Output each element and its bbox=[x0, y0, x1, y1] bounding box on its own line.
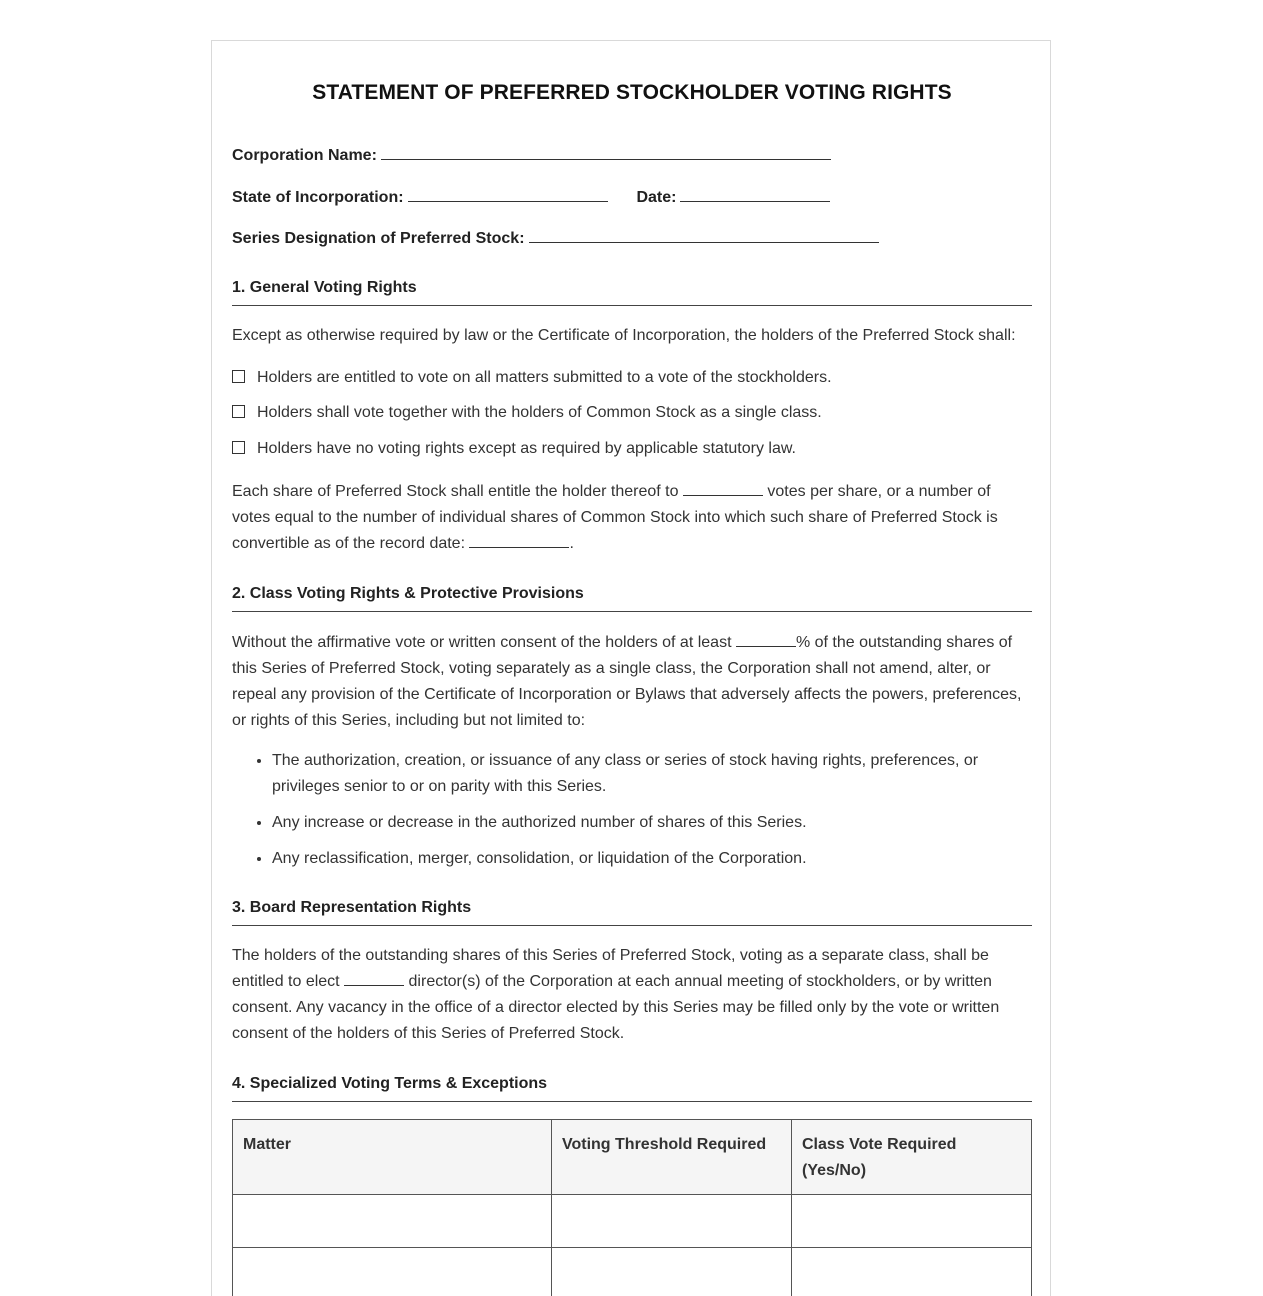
checkbox-icon[interactable] bbox=[232, 370, 245, 383]
table-cell[interactable] bbox=[792, 1248, 1032, 1296]
table-cell[interactable] bbox=[792, 1195, 1032, 1248]
table-row bbox=[233, 1195, 1032, 1248]
state-of-incorporation-label: State of Incorporation: bbox=[232, 189, 404, 206]
state-of-incorporation-field[interactable] bbox=[408, 187, 608, 202]
list-item: • Any reclassification, merger, consolidation, or liquidation of the Corporation. bbox=[272, 846, 1032, 872]
corporation-name-field[interactable] bbox=[381, 145, 831, 160]
date-label: Date: bbox=[636, 189, 677, 206]
list-item: • Any increase or decrease in the authorized number of shares of this Series. bbox=[272, 810, 1032, 836]
votes-text-a: Each share of Preferred Stock shall entitle the holder thereof to bbox=[232, 483, 679, 500]
table-cell[interactable] bbox=[552, 1248, 792, 1296]
table-cell[interactable] bbox=[233, 1248, 552, 1296]
section-2-heading: 2. Class Voting Rights & Protective Provisions bbox=[232, 585, 1032, 612]
table-cell[interactable] bbox=[233, 1195, 552, 1248]
series-designation-label: Series Designation of Preferred Stock: bbox=[232, 230, 525, 247]
list-item: • The authorization, creation, or issuance of any class or series of stock having rights, preferences, or privileges senior to or on parity with this Series. bbox=[272, 748, 1032, 800]
voting-option-label: Holders are entitled to vote on all matters submitted to a vote of the stockholders. bbox=[257, 369, 832, 386]
votes-per-share-paragraph bbox=[232, 479, 1012, 557]
votes-text-end: . bbox=[569, 535, 574, 552]
checkbox-icon[interactable] bbox=[232, 441, 245, 454]
votes-text-b: votes per share, or a number of votes equal to the number of individual shares of Common Stock into which such share of Preferred Stock is convertible as of the record date: bbox=[232, 483, 998, 552]
series-designation-field[interactable] bbox=[529, 228, 879, 243]
voting-option-3[interactable] bbox=[232, 440, 796, 458]
section-4-heading: 4. Specialized Voting Terms & Exceptions bbox=[232, 1075, 1032, 1102]
class-voting-text-b: % of the outstanding shares of this Series of Preferred Stock, voting separately as a single class, the Corporation shall not amend, alter, or repeal any provision of the Certificate of Incorporation or Bylaws that adversely affects the powers, preferences, or rights of this Series, including but not limited to: bbox=[232, 634, 1022, 729]
column-header-class-vote: Class Vote Required (Yes/No) bbox=[792, 1120, 1032, 1195]
board-text-b: director(s) of the Corporation at each annual meeting of stockholders, or by written consent. Any vacancy in the office of a director elected by this Series may be filled only by the vote or written consent of the holders of this Series of Preferred Stock. bbox=[232, 973, 1000, 1042]
state-date-row bbox=[232, 187, 830, 207]
voting-option-label: Holders have no voting rights except as required by applicable statutory law. bbox=[257, 440, 796, 457]
checkbox-icon[interactable] bbox=[232, 405, 245, 418]
votes-per-share-blank[interactable] bbox=[683, 481, 763, 496]
column-header-threshold: Voting Threshold Required bbox=[552, 1120, 792, 1195]
document-title: STATEMENT OF PREFERRED STOCKHOLDER VOTING RIGHTS bbox=[312, 81, 952, 104]
voting-option-1[interactable] bbox=[232, 369, 832, 387]
date-field[interactable] bbox=[680, 187, 830, 202]
corporation-name-label: Corporation Name: bbox=[232, 147, 377, 164]
voting-option-2[interactable] bbox=[232, 404, 822, 422]
consent-percentage-blank[interactable] bbox=[736, 632, 796, 647]
section-1-heading: 1. General Voting Rights bbox=[232, 279, 1032, 306]
directors-count-blank[interactable] bbox=[344, 971, 404, 986]
board-text-a: The holders of the outstanding shares of this Series of Preferred Stock, voting as a separate class, shall be entitled to elect bbox=[232, 947, 989, 990]
record-date-blank[interactable] bbox=[469, 533, 569, 548]
section-3-heading: 3. Board Representation Rights bbox=[232, 899, 1032, 926]
voting-terms-table bbox=[232, 1119, 1032, 1296]
board-representation-paragraph bbox=[232, 943, 1012, 1047]
voting-option-label: Holders shall vote together with the holders of Common Stock as a single class. bbox=[257, 404, 822, 421]
table-cell[interactable] bbox=[552, 1195, 792, 1248]
class-voting-paragraph bbox=[232, 630, 1032, 734]
class-voting-text-a: Without the affirmative vote or written consent of the holders of at least bbox=[232, 634, 732, 651]
column-header-matter: Matter bbox=[233, 1120, 552, 1195]
document-page bbox=[211, 40, 1051, 1296]
series-designation-row bbox=[232, 228, 879, 248]
table-row bbox=[233, 1248, 1032, 1296]
protective-provisions-list bbox=[252, 748, 1032, 882]
corporation-name-row bbox=[232, 145, 831, 165]
table-header-row bbox=[233, 1120, 1032, 1195]
section-1-intro: Except as otherwise required by law or the Certificate of Incorporation, the holders of the Preferred Stock shall: bbox=[232, 327, 1016, 344]
